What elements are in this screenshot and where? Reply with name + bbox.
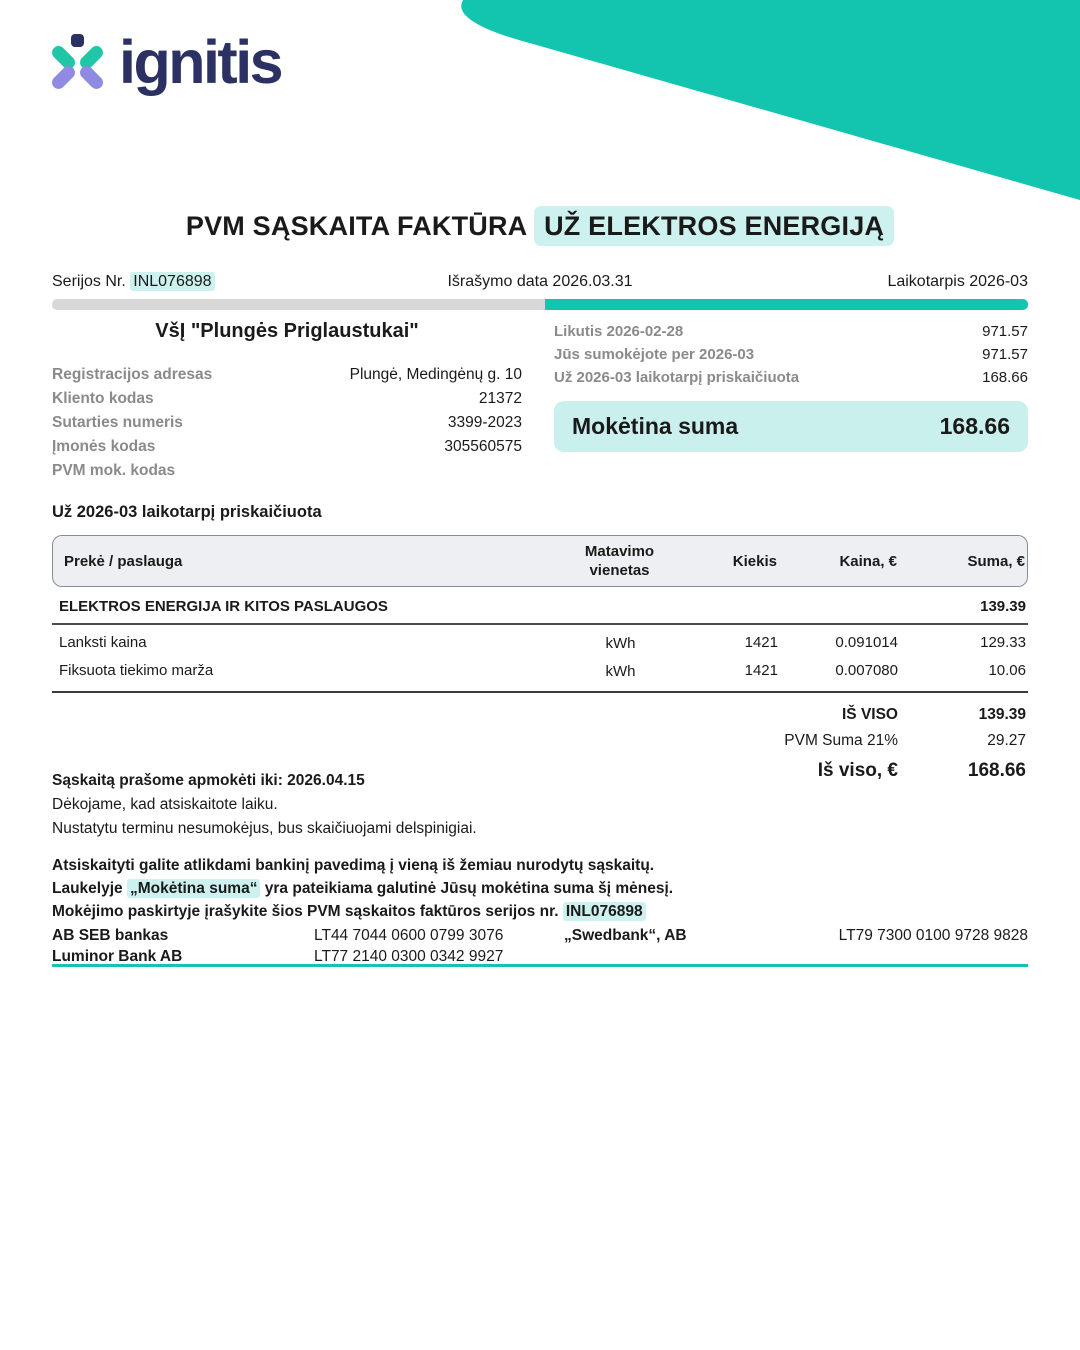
bank-accounts — [52, 925, 1028, 967]
row-unit: kWh — [605, 663, 636, 680]
header-sum: Suma, € — [967, 552, 1025, 570]
field-label: Kliento kodas — [52, 390, 154, 407]
row-unit: kWh — [605, 635, 636, 652]
series-value: INL076898 — [130, 272, 214, 291]
group-name: ELEKTROS ENERGIJA IR KITOS PASLAUGOS — [59, 598, 388, 615]
instruction-line-3 — [52, 900, 1028, 923]
row-sum: 129.33 — [980, 634, 1026, 651]
amount-due-box — [554, 401, 1028, 452]
page-title-highlight: UŽ ELEKTROS ENERGIJĄ — [534, 206, 894, 246]
invoice-meta-row — [52, 273, 1028, 291]
series-number — [52, 273, 377, 291]
logo-arm-purple-right — [77, 63, 105, 91]
customer-row-client-code — [52, 387, 522, 411]
field-value: Plungė, Medingėnų g. 10 — [349, 366, 522, 383]
instruction-text: Laukelyje — [52, 880, 123, 897]
row-name: Fiksuota tiekimo marža — [59, 662, 214, 679]
field-value: 168.66 — [982, 369, 1028, 386]
payment-due-note: Sąskaitą prašome apmokėti iki: 2026.04.15 — [52, 772, 365, 789]
billing-period: Laikotarpis 2026-03 — [887, 273, 1028, 290]
table-header — [52, 535, 1028, 587]
row-price: 0.091014 — [835, 634, 898, 651]
total-value: 29.27 — [987, 732, 1026, 749]
charges-table-title: Už 2026-03 laikotarpį priskaičiuota — [52, 503, 322, 521]
instruction-text: Mokėjimo paskirtyje įrašykite šios PVM sąskaitos faktūros serijos nr. — [52, 903, 559, 920]
total-label: PVM Suma 21% — [784, 732, 898, 749]
field-label: Sutarties numeris — [52, 414, 183, 431]
field-label: Registracijos adresas — [52, 366, 213, 383]
table-group-row — [52, 587, 1028, 625]
bank-iban: LT79 7300 0100 9728 9828 — [838, 927, 1028, 944]
summary-columns — [52, 320, 1028, 483]
field-label: Įmonės kodas — [52, 438, 156, 455]
field-value: 971.57 — [982, 323, 1028, 340]
field-value: 3399-2023 — [447, 414, 522, 431]
divider-bar-teal — [545, 299, 1028, 310]
logo-arm-purple-left — [49, 63, 77, 91]
balance-row-charged — [554, 366, 1028, 389]
amount-due-value: 168.66 — [939, 413, 1010, 439]
total-value: 139.39 — [978, 706, 1026, 723]
field-value: 21372 — [478, 390, 522, 407]
bank-name: AB SEB bankas — [52, 927, 169, 944]
field-value: 305560575 — [444, 438, 522, 455]
customer-row-company-code — [52, 435, 522, 459]
group-sum: 139.39 — [980, 598, 1026, 615]
divider-bar-gray — [52, 299, 545, 310]
bank-row — [52, 925, 1028, 946]
total-subtotal — [52, 702, 1028, 728]
page-title-main: PVM SĄSKAITA FAKTŪRA — [185, 211, 527, 241]
header-price: Kaina, € — [839, 552, 897, 570]
logo-wordmark: ignitis — [119, 28, 282, 96]
field-label: PVM mok. kodas — [52, 462, 176, 479]
series-label: Serijos Nr. — [52, 273, 126, 290]
instruction-line-1: Atsiskaityti galite atlikdami bankinį pavedimą į vieną iš žemiau nurodytų sąskaitų. — [52, 857, 655, 874]
page-title — [0, 211, 1080, 242]
payment-instructions — [52, 854, 1028, 923]
field-label: Likutis 2026-02-28 — [554, 323, 684, 340]
row-name: Lanksti kaina — [59, 634, 147, 651]
ignitis-logo-mark-icon — [50, 34, 106, 98]
table-row — [52, 657, 1028, 691]
field-label: Jūs sumokėjote per 2026-03 — [554, 346, 755, 363]
logo-dot — [71, 34, 84, 47]
ignitis-logo — [50, 28, 282, 98]
balance-row-paid — [554, 343, 1028, 366]
total-vat — [52, 728, 1028, 754]
customer-row-contract-number — [52, 411, 522, 435]
header-product: Prekė / paslauga — [64, 552, 183, 570]
payment-late-note: Nustatytu terminu nesumokėjus, bus skaičiuojami delspinigiai. — [52, 820, 477, 837]
table-row — [52, 625, 1028, 657]
customer-row-vat-code — [52, 459, 522, 483]
balance-block — [554, 320, 1028, 483]
issue-date: Išrašymo data 2026.03.31 — [447, 273, 633, 290]
divider-bar — [52, 299, 1028, 310]
balance-row-previous — [554, 320, 1028, 343]
total-label: IŠ VISO — [842, 706, 898, 723]
payment-thanks-note: Dėkojame, kad atsiskaitote laiku. — [52, 796, 278, 813]
bank-iban: LT44 7044 0600 0799 3076 — [314, 927, 504, 944]
payment-notes — [52, 769, 1028, 841]
field-value: 971.57 — [982, 346, 1028, 363]
field-label: Už 2026-03 laikotarpį priskaičiuota — [554, 369, 800, 386]
row-quantity: 1421 — [744, 662, 778, 679]
row-quantity: 1421 — [744, 634, 778, 651]
amount-due-highlight: „Mokėtina suma“ — [127, 879, 260, 898]
row-price: 0.007080 — [835, 662, 898, 679]
series-number-highlight: INL076898 — [563, 902, 646, 921]
bank-name: „Swedbank“, AB — [564, 927, 687, 944]
bank-name: Luminor Bank AB — [52, 948, 183, 965]
customer-block — [52, 320, 522, 483]
instruction-line-2 — [52, 877, 1028, 900]
customer-name: VšĮ "Plungės Priglaustukai" — [155, 320, 419, 342]
total-label: Iš viso, € — [817, 760, 898, 781]
header-quantity: Kiekis — [732, 552, 777, 570]
row-sum: 10.06 — [988, 662, 1026, 679]
footer-rule — [52, 964, 1028, 967]
customer-row-address — [52, 363, 522, 387]
charges-table — [52, 503, 1028, 784]
amount-due-label: Mokėtina suma — [572, 413, 739, 439]
bank-iban: LT77 2140 0300 0342 9927 — [314, 948, 504, 965]
instruction-text: yra pateikiama galutinė Jūsų mokėtina suma šį mėnesį. — [264, 880, 674, 897]
header-unit: Matavimo vienetas — [584, 543, 655, 579]
total-value: 168.66 — [967, 760, 1026, 781]
